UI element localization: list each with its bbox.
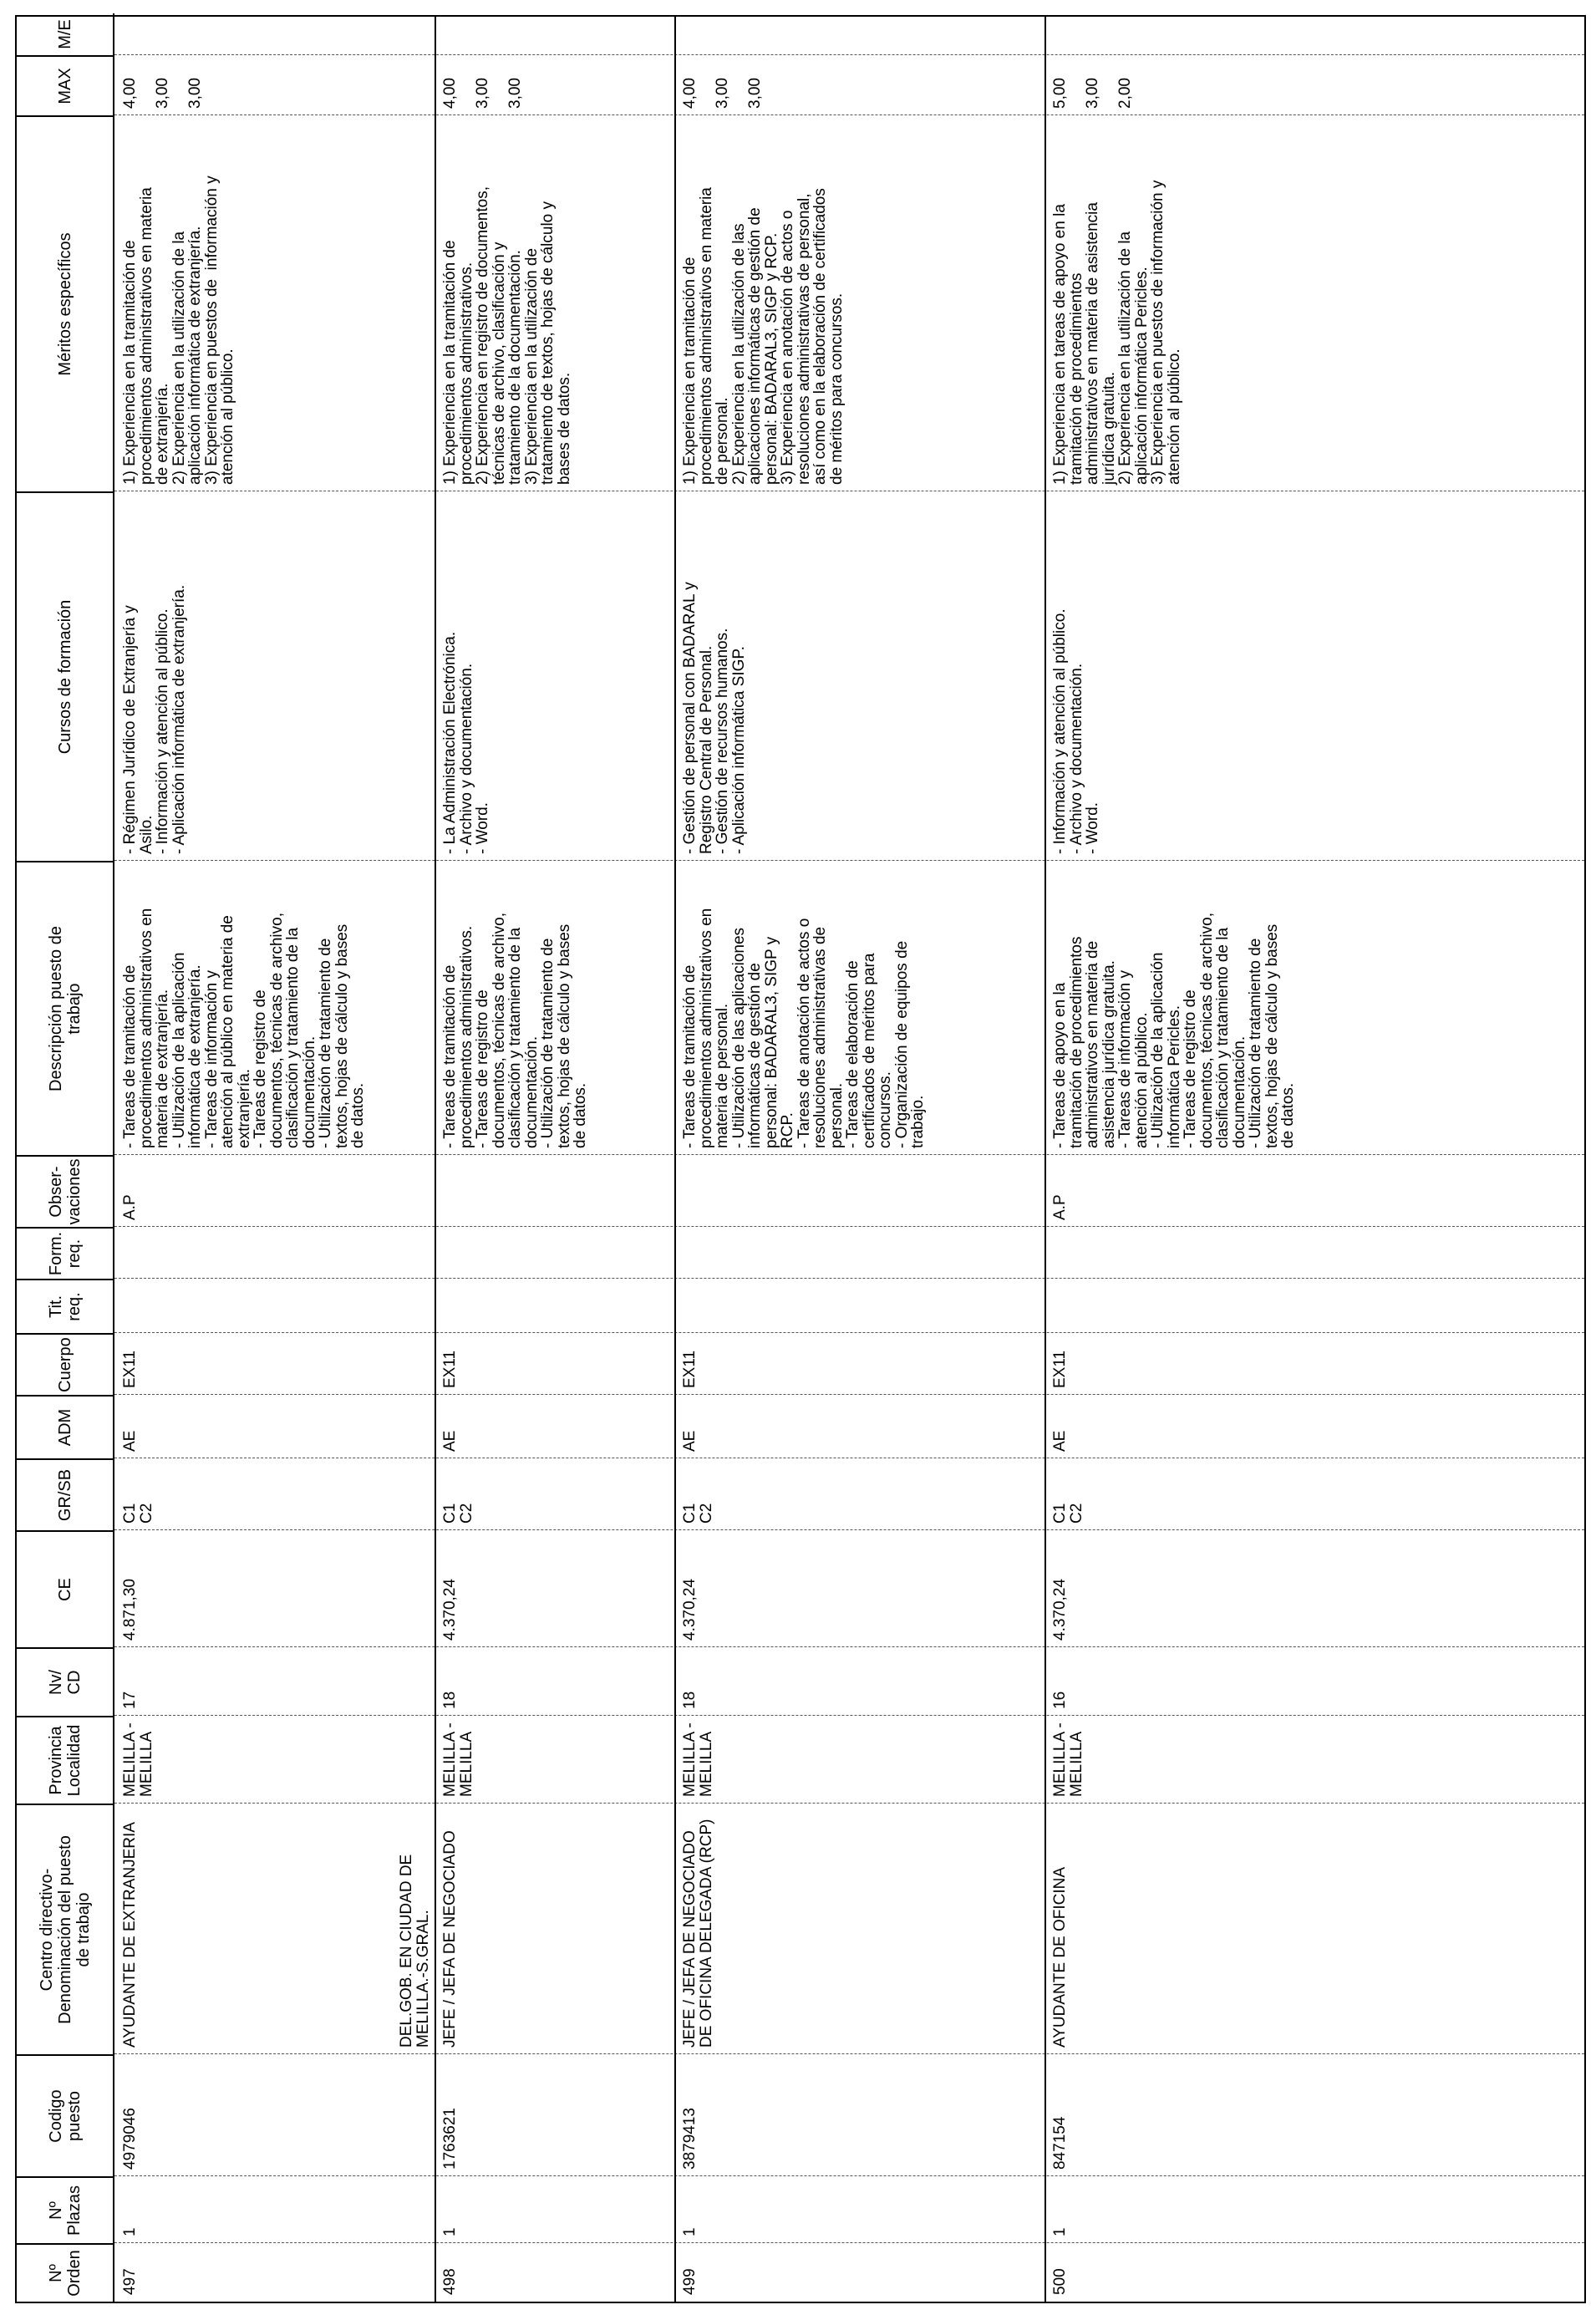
cell-provincia: MELILLA - MELILLA (441, 1722, 475, 1797)
cell-ce: 4.370,24 (441, 1579, 459, 1641)
header-grupo: GR/SB (17, 1458, 114, 1530)
cell-centro: AYUDANTE DE EXTRANJERIA (121, 1822, 139, 2048)
cell-cursos: - Información y atención al público. - Archivo y documentación. - Word. (1051, 608, 1101, 854)
cell-descripcion: - Tareas de tramitación de procedimientos administrativos en materia de personal. - Utilización de las aplicaciones informáticas de gestión de personal: BADARAL3, SIGP y RCP. - Tareas de anotación de actos o resoluciones administrativas de personal. - Tareas de elaboración de certificados de méritos para concursos. - Organización de equipos de trabajo. (681, 908, 927, 1148)
header-centro: Centro directivo- Denominación del puesto de trabajo (17, 1804, 114, 2054)
cell-plazas: 1 (441, 2227, 459, 2236)
cell-descripcion: - Tareas de tramitación de procedimientos administrativos. - Tareas de registro de documentos, técnicas de archivo, clasificación y tratamiento de la documentación. - Utilización de tratamiento de textos, hojas de cálculo y bases de datos. (441, 913, 589, 1148)
cell-adm: AE (1051, 1430, 1069, 1452)
row-separator (435, 17, 436, 2302)
column-divider (114, 54, 1584, 55)
cell-ce: 4.370,24 (681, 1579, 699, 1641)
row-separator (674, 17, 676, 2302)
column-divider (114, 1646, 1584, 1647)
cell-max: 4,00 3,00 3,00 (441, 78, 524, 109)
cell-centro: AYUDANTE DE OFICINA (1051, 1866, 1069, 2048)
cell-meritos: 1) Experiencia en tareas de apoyo en la tramitación de procedimientos administrativos en materia de asistencia jurídica gratuita. 2) Experiencia en la utilización de la aplicación informática Pericles. 3) Experiencia en puestos de información y atención al público. (1051, 180, 1183, 485)
cell-nivel: 16 (1051, 1691, 1069, 1709)
cell-plazas: 1 (121, 2227, 139, 2236)
header-adm: ADM (17, 1395, 114, 1458)
column-divider (114, 114, 1584, 115)
column-divider (114, 1803, 1584, 1804)
column-divider (114, 1154, 1584, 1155)
column-divider (114, 2053, 1584, 2054)
positions-table (15, 15, 1586, 2303)
cell-cuerpo: EX11 (441, 1350, 459, 1388)
header-plazas: Nº Plazas (17, 2176, 114, 2243)
cell-ce: 4.871,30 (121, 1579, 139, 1641)
header-nivel: Nv/ CD (17, 1647, 114, 1716)
cell-provincia: MELILLA - MELILLA (121, 1722, 155, 1797)
cell-grupo: C1 C2 (681, 1503, 715, 1524)
header-observaciones: Obser- vaciones (17, 1155, 114, 1227)
column-divider (114, 1332, 1584, 1333)
cell-grupo: C1 C2 (121, 1503, 155, 1524)
cell-orden: 497 (121, 2268, 139, 2295)
cell-adm: AE (441, 1430, 459, 1452)
cell-orden: 500 (1051, 2268, 1069, 2295)
header-descripcion: Descripción puesto de trabajo (17, 861, 114, 1155)
cell-observaciones: A.P (121, 1194, 139, 1220)
cell-adm: AE (121, 1430, 139, 1452)
cell-nivel: 18 (441, 1691, 459, 1709)
cell-nivel: 17 (121, 1691, 139, 1709)
cell-max: 4,00 3,00 3,00 (681, 78, 764, 109)
cell-grupo: C1 C2 (441, 1503, 475, 1524)
cell-cursos: - La Administración Electrónica. - Archivo y documentación. - Word. (441, 631, 491, 854)
cell-cursos: - Gestión de personal con BADARAL y Registro Central de Personal. - Gestión de recursos humanos. - Aplicación informática SIGP. (681, 582, 748, 854)
cell-plazas: 1 (1051, 2227, 1069, 2236)
cell-adm: AE (681, 1430, 699, 1452)
cell-descripcion: - Tareas de tramitación de procedimientos administrativos en materia de extranjería. - Utilización de la aplicación informática de extranjería. - Tareas de información y atención al público en materia de extranjería. - Tareas de registro de documentos, técnicas de archivo, clasificación y tratamiento de la documentación. - Utilización de tratamiento de textos, hojas de cálculo y bases de datos. (121, 908, 367, 1148)
cell-cuerpo: EX11 (1051, 1350, 1069, 1388)
column-divider (114, 2175, 1584, 2176)
cell-centro: JEFE / JEFA DE NEGOCIADO DE OFICINA DELEGADA (RCP) (681, 1819, 715, 2048)
cell-provincia: MELILLA - MELILLA (681, 1722, 715, 1797)
cell-centro-directivo: DEL.GOB. EN CIUDAD DE MELILLA.-S.GRAL. (398, 1854, 432, 2048)
cell-observaciones: A.P (1051, 1194, 1069, 1220)
cell-cursos: - Régimen Jurídico de Extranjería y Asilo. - Información y atención al público. - Aplicación informática de extranjería. (121, 584, 188, 854)
column-divider (114, 1278, 1584, 1279)
column-divider (114, 1529, 1584, 1530)
header-codigo: Codigo puesto (17, 2054, 114, 2176)
row-separator (1045, 17, 1046, 2302)
header-meritos: Méritos específicos (17, 115, 114, 491)
cell-cuerpo: EX11 (681, 1350, 699, 1388)
header-max: MAX (17, 55, 114, 115)
header-ce: CE (17, 1530, 114, 1647)
cell-meritos: 1) Experiencia en tramitación de procedimientos administrativos en materia de personal. 2) Experiencia en la utilización de las aplicaciones informáticas de gestión de personal: BADARAL3, SIGP y RCP. 3) Experiencia en anotación de actos o resoluciones administrativas de personal, así como en la elaboración de certificados de méritos para concursos. (681, 187, 846, 485)
header-titulacion: Tit. req. (17, 1279, 114, 1333)
cell-provincia: MELILLA - MELILLA (1051, 1722, 1085, 1797)
cell-codigo: 1763621 (441, 2108, 459, 2170)
column-divider (114, 1394, 1584, 1395)
cell-plazas: 1 (681, 2227, 699, 2236)
cell-orden: 499 (681, 2268, 699, 2295)
cell-cuerpo: EX11 (121, 1350, 139, 1388)
header-orden: Nº Orden (17, 2243, 114, 2302)
column-divider (114, 2242, 1584, 2243)
cell-meritos: 1) Experiencia en la tramitación de procedimientos administrativos. 2) Experiencia en registro de documentos, técnicas de archivo, clasificación y tratamiento de la documentación. 3) Experiencia en la utilización de tratamiento de textos, hojas de cálculo y bases de datos. (441, 186, 573, 485)
cell-codigo: 4979046 (121, 2108, 139, 2170)
header-cuerpo: Cuerpo (17, 1333, 114, 1395)
cell-grupo: C1 C2 (1051, 1503, 1085, 1524)
cell-ce: 4.370,24 (1051, 1579, 1069, 1641)
cell-codigo: 3879413 (681, 2108, 699, 2170)
cell-max: 5,00 3,00 2,00 (1051, 78, 1134, 109)
column-divider (114, 860, 1584, 861)
header-cursos: Cursos de formación (17, 491, 114, 861)
cell-meritos: 1) Experiencia en la tramitación de procedimientos administrativos en materia de extranjería. 2) Experiencia en la utilización de la aplicación informática de extranjería. 3) Experiencia en puestos de información y atención al público. (121, 176, 236, 485)
cell-codigo: 847154 (1051, 2116, 1069, 2170)
header-me: M/E (17, 13, 114, 55)
cell-orden: 498 (441, 2268, 459, 2295)
column-divider (114, 1715, 1584, 1716)
column-divider (114, 1226, 1584, 1227)
cell-max: 4,00 3,00 3,00 (121, 78, 204, 109)
cell-centro: JEFE / JEFA DE NEGOCIADO (441, 1830, 459, 2048)
header-provincia: Provincia Localidad (17, 1716, 114, 1804)
cell-descripcion: - Tareas de apoyo en la tramitación de procedimientos administrativos en materia de asistencia jurídica gratuita. - Tareas de información y atención al público. - Utilización de la aplicación informática Pericles. - Tareas de registro de documentos, técnicas de archivo, clasificación y tratamiento de la documentación. - Utilización de tratamiento de textos, hojas de cálculo y bases de datos. (1051, 913, 1297, 1148)
header-formacion: Form. req. (17, 1227, 114, 1279)
cell-nivel: 18 (681, 1691, 699, 1709)
